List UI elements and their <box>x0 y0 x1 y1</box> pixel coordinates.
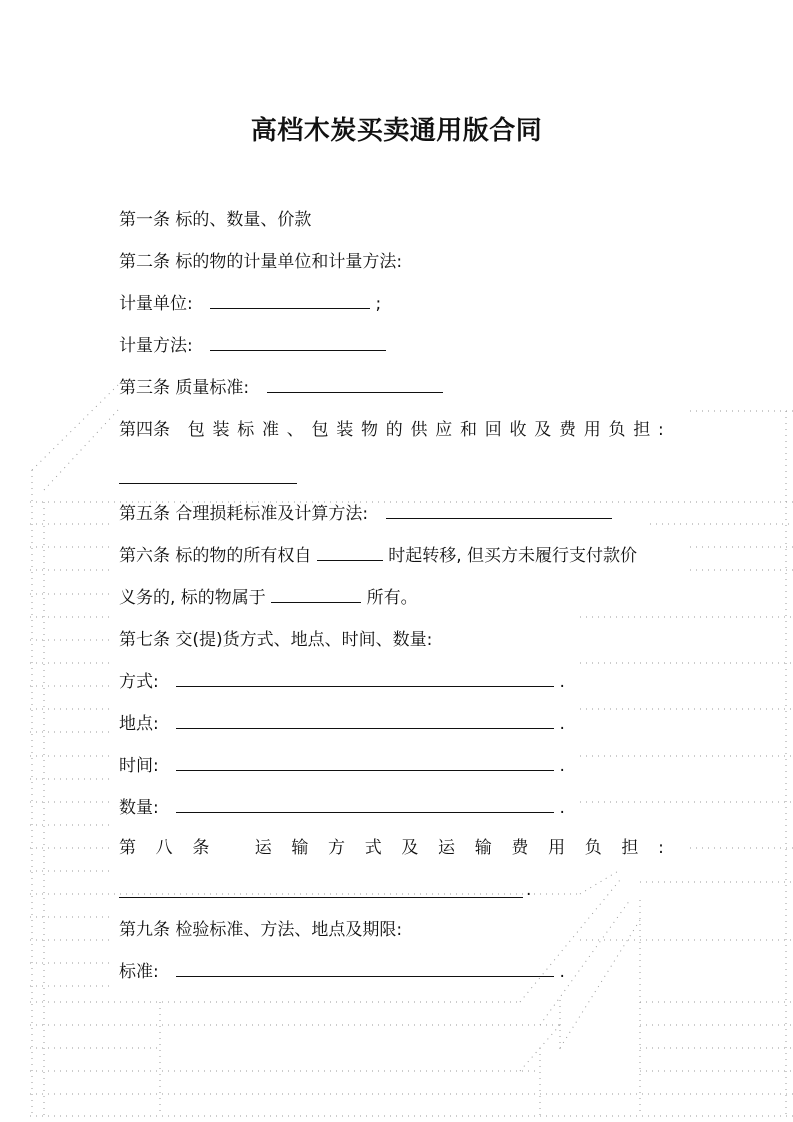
inspection-standard-period: . <box>559 962 565 982</box>
article-4-char: 装 <box>336 420 354 440</box>
article-4-char: 包 <box>187 420 205 440</box>
article-6-row-2 <box>119 586 418 610</box>
article-8-char: 负 <box>584 838 602 858</box>
delivery-time-period: . <box>559 756 565 776</box>
delivery-time-blank[interactable] <box>176 754 554 771</box>
document-title: 高档木炭买卖通用版合同 <box>250 116 543 146</box>
delivery-time-row <box>119 754 565 778</box>
article-8-char: 八 <box>155 838 173 858</box>
measurement-unit-label: 计量单位: <box>119 294 193 314</box>
ownership-transfer-blank[interactable] <box>317 544 383 561</box>
quality-standard-blank[interactable] <box>267 376 443 393</box>
article-8-char <box>229 836 235 860</box>
measurement-method-blank[interactable] <box>210 334 386 351</box>
article-8-char: 式 <box>364 838 382 858</box>
article-4-char: 回 <box>484 420 502 440</box>
article-4-char: 、 <box>286 420 304 440</box>
measurement-method-label: 计量方法: <box>119 336 193 356</box>
delivery-way-blank[interactable] <box>176 670 554 687</box>
ownership-text-1: 第六条 标的物的所有权自 <box>119 546 312 566</box>
article-8-char: 输 <box>291 838 309 858</box>
article-8-char: 用 <box>548 838 566 858</box>
article-4-heading <box>119 418 664 442</box>
measurement-unit-semicolon: ; <box>375 294 382 314</box>
packaging-blank[interactable] <box>119 483 297 484</box>
transport-period: . <box>526 880 532 900</box>
article-6-row-1 <box>119 544 637 568</box>
article-8-char: 运 <box>254 838 272 858</box>
article-8-char: 条 <box>192 838 210 858</box>
article-8-char: 担 <box>621 838 639 858</box>
inspection-standard-row <box>119 960 565 984</box>
article-4-char: 标 <box>237 420 255 440</box>
article-4-char: 物 <box>361 420 378 440</box>
article-9-heading: 第九条 检验标准、方法、地点及期限: <box>119 920 403 940</box>
delivery-way-label: 方式: <box>119 672 159 692</box>
article-8-char: 输 <box>474 838 492 858</box>
article-8-char: : <box>658 838 664 858</box>
inspection-standard-blank[interactable] <box>176 960 554 977</box>
article-3-row <box>119 376 443 400</box>
loss-standard-label: 第五条 合理损耗标准及计算方法: <box>119 504 369 524</box>
delivery-quantity-label: 数量: <box>119 798 159 818</box>
article-4-char: 担 <box>633 420 651 440</box>
article-4-char: 和 <box>460 420 477 440</box>
article-4-char: 负 <box>608 420 626 440</box>
article-8-heading <box>119 836 664 860</box>
article-4-char: 收 <box>509 420 527 440</box>
transport-blank[interactable] <box>119 897 523 898</box>
article-8-char: 运 <box>438 838 456 858</box>
article-8-char: 第 <box>119 838 136 858</box>
measurement-unit-blank[interactable] <box>210 292 370 309</box>
delivery-time-label: 时间: <box>119 756 159 776</box>
article-4-char: 装 <box>212 420 230 440</box>
article-8-char: 费 <box>511 838 529 858</box>
article-8-char: 方 <box>328 838 346 858</box>
measurement-method-row <box>119 334 386 358</box>
delivery-way-period: . <box>559 672 565 692</box>
delivery-quantity-blank[interactable] <box>176 796 554 813</box>
article-8-char: 及 <box>401 838 419 858</box>
delivery-place-period: . <box>559 714 565 734</box>
ownership-text-4: 所有。 <box>366 588 418 608</box>
ownership-party-blank[interactable] <box>271 586 361 603</box>
inspection-standard-label: 标准: <box>119 962 159 982</box>
delivery-way-row <box>119 670 565 694</box>
article-7-heading: 第七条 交(提)货方式、地点、时间、数量: <box>119 630 433 650</box>
article-4-char: 用 <box>583 420 601 440</box>
loss-standard-blank[interactable] <box>386 502 612 519</box>
article-4-char: 准 <box>262 420 279 440</box>
article-4-char: 供 <box>410 420 428 440</box>
delivery-place-row <box>119 712 565 736</box>
article-4-char: 包 <box>311 420 329 440</box>
delivery-quantity-row <box>119 796 565 820</box>
article-4-char: 费 <box>559 420 576 440</box>
article-4-char: 第四条 <box>119 420 170 440</box>
measurement-unit-row <box>119 292 381 316</box>
article-4-char: : <box>658 420 664 440</box>
article-4-char: 的 <box>385 420 403 440</box>
article-4-char: 及 <box>534 420 552 440</box>
article-4-char: 应 <box>435 420 453 440</box>
article-1-heading: 第一条 标的、数量、价款 <box>119 210 312 230</box>
delivery-place-blank[interactable] <box>176 712 554 729</box>
quality-standard-label: 第三条 质量标准: <box>119 378 250 398</box>
ownership-text-3: 义务的, 标的物属于 <box>119 588 266 608</box>
delivery-quantity-period: . <box>559 798 565 818</box>
delivery-place-label: 地点: <box>119 714 159 734</box>
article-2-heading: 第二条 标的物的计量单位和计量方法: <box>119 252 403 272</box>
ownership-text-2: 时起转移, 但买方未履行支付款价 <box>388 546 638 566</box>
article-5-row <box>119 502 612 526</box>
